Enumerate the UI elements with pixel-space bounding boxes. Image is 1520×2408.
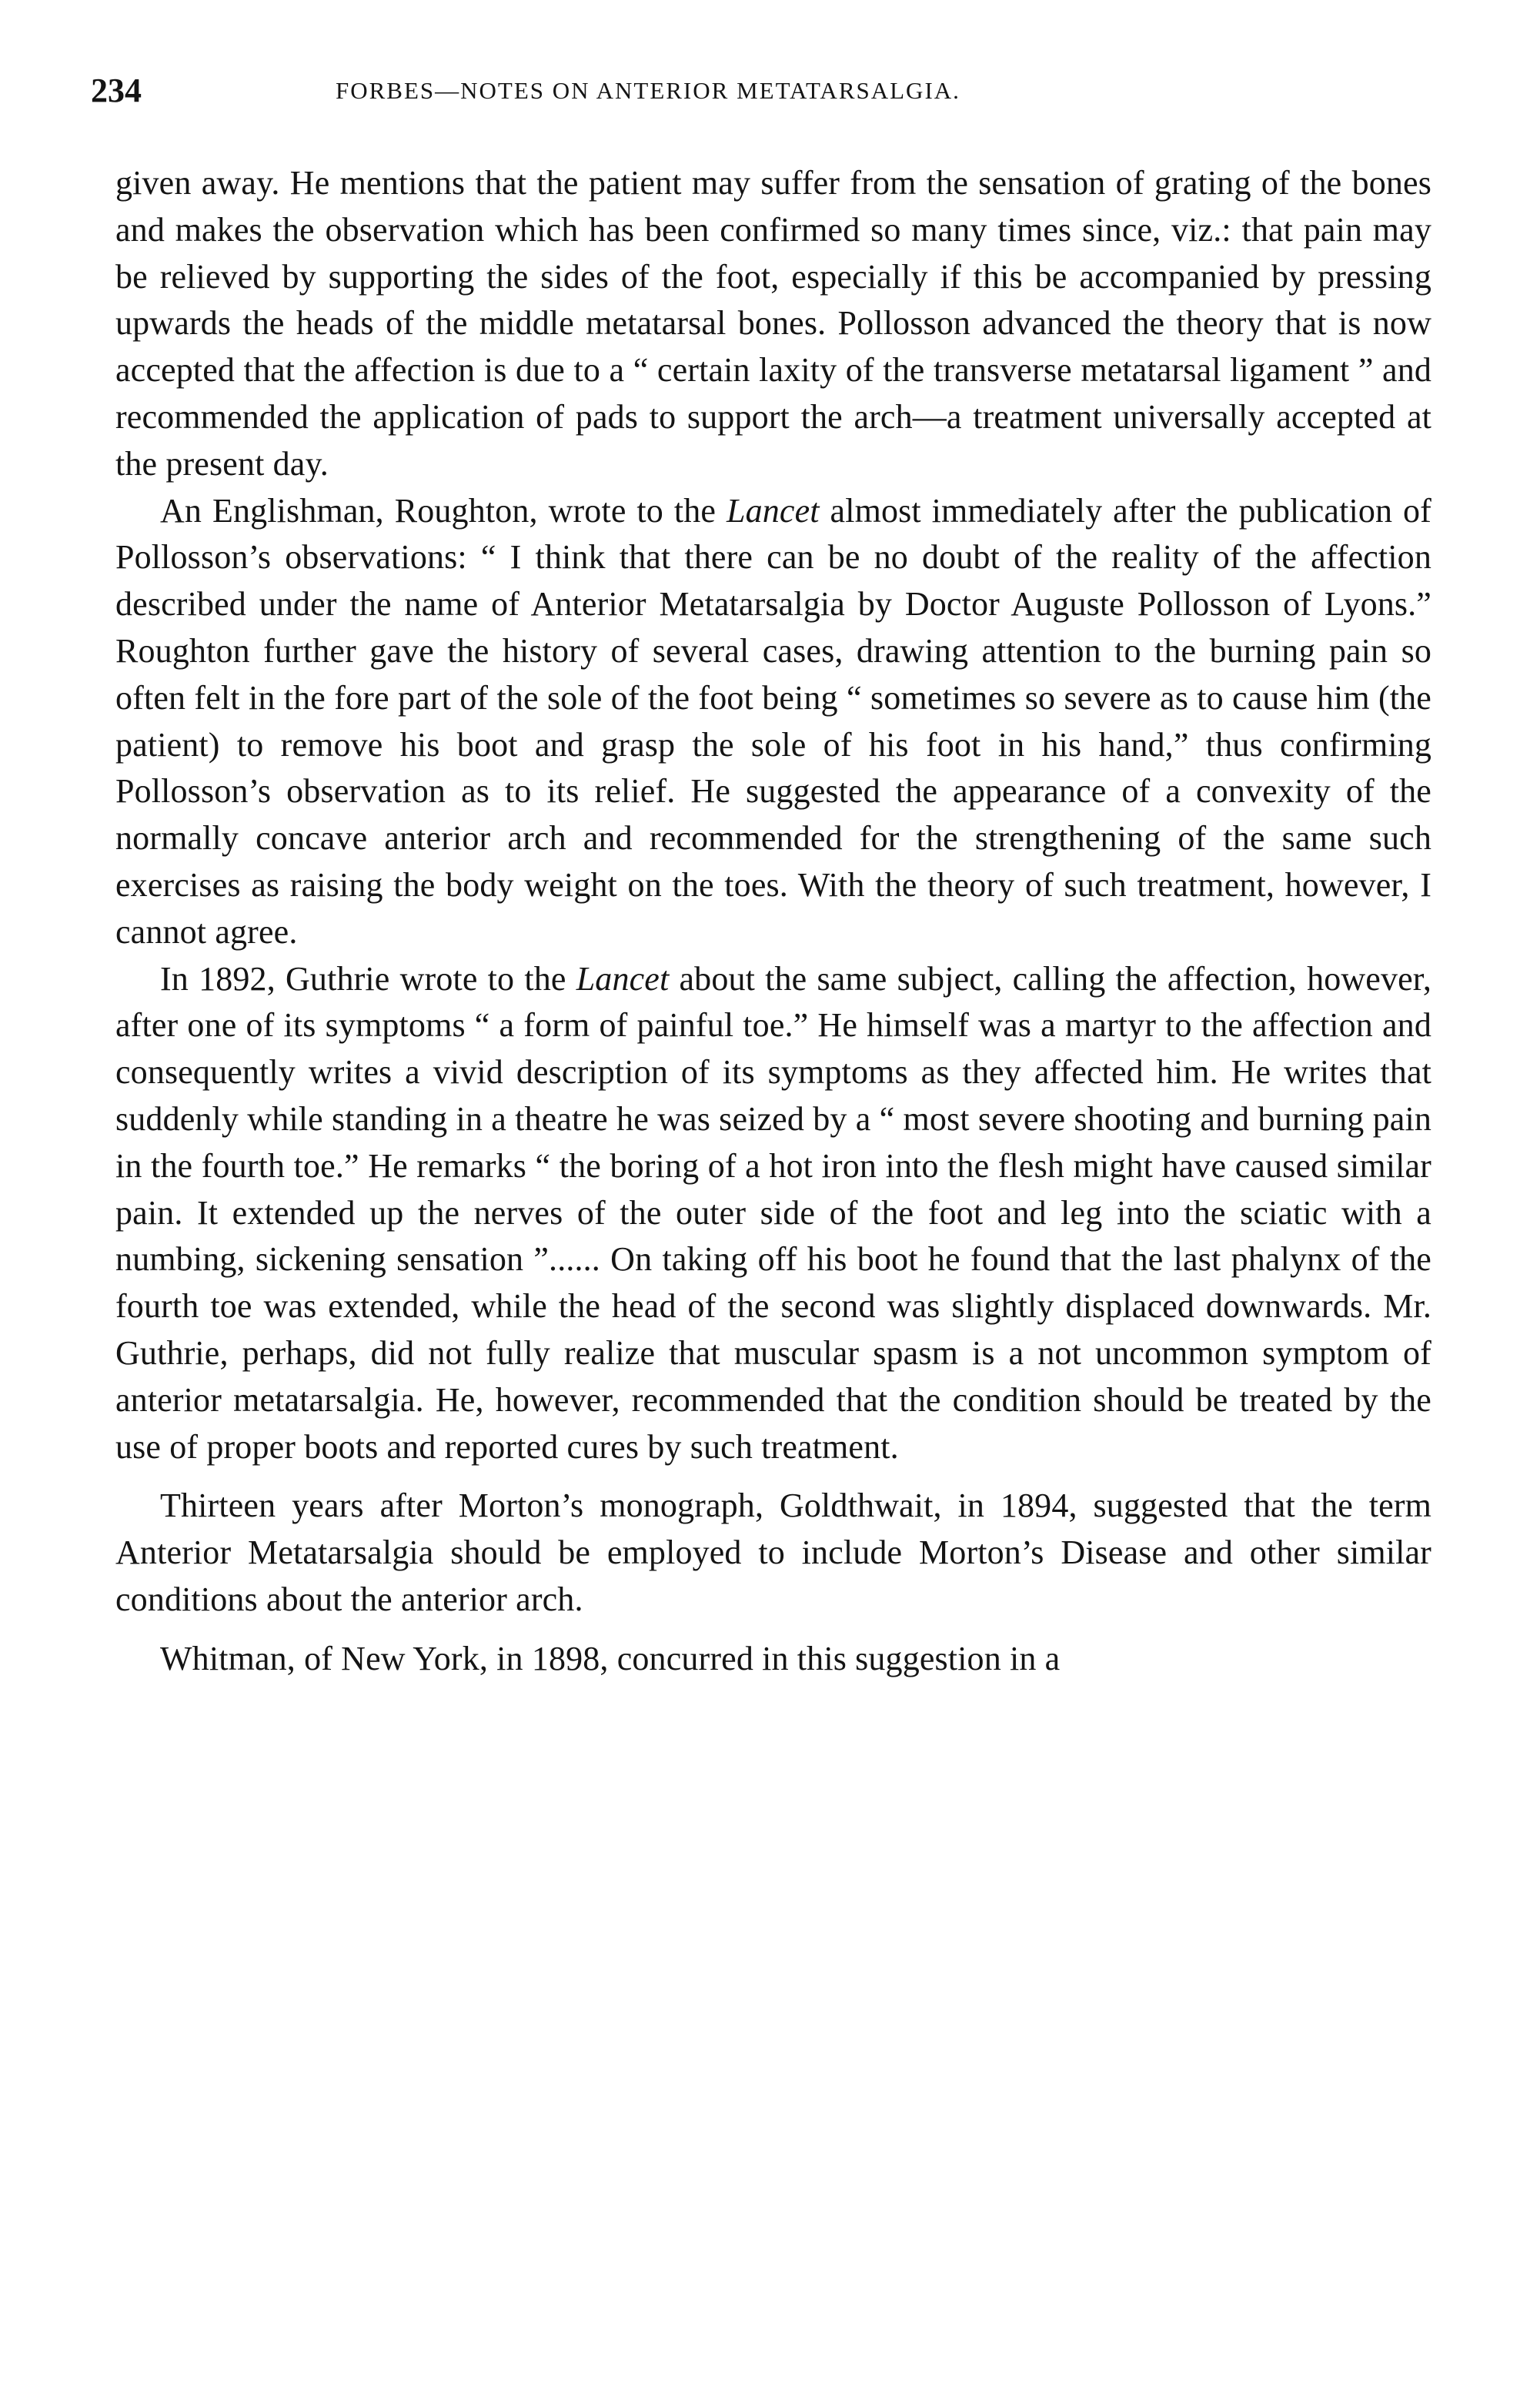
- page-number: 234: [91, 72, 142, 109]
- paragraph-roughton: [115, 488, 1431, 956]
- text-segment: about the same subject, calling the affection, however, after one of its symptoms “ a form of painful toe.” He himself was a martyr to the affection and consequently writes a vivid description of its symptoms as they affected him. He writes that suddenly while standing in a theatre he was seized by a “ most severe shooting and burning pain in the fourth toe.” He remarks “ the boring of a hot iron into the flesh might have caused similar pain. It extended up the nerves of the outer side of the foot and leg into the sciatic with a numbing, sickening sensation ”...... On taking off his boot he found that the last phalynx of the fourth toe was extended, while the head of the second was slightly displaced downwards. Mr. Guthrie, perhaps, did not fully realize that muscular spasm is a not uncommon symptom of anterior metatarsalgia. He, however, recommended that the condition should be treated by the use of proper boots and reported cures by such treatment.: [115, 959, 1432, 1466]
- paragraph-whitman: [115, 1636, 1431, 1683]
- text-segment: given away. He mentions that the patient may suffer from the sensation of grating of the bones and makes the observation which has been confirmed so many times since, viz.: that pain may be relieved by supporting the sides of the foot, especially if this be accompanied by pressing upwards the heads of the middle metatarsal bones. Pollosson advanced the theory that is now accepted that the affection is due to a “ certain laxity of the transverse metatarsal ligament ” and recommended the application of pads to support the arch—a treatment universally accepted at the present day.: [115, 164, 1431, 483]
- text-segment: An Englishman, Roughton, wrote to the: [160, 491, 727, 530]
- running-title: FORBES—NOTES ON ANTERIOR METATARSALGIA.: [336, 77, 960, 104]
- journal-title-lancet: Lancet: [576, 959, 670, 998]
- text-segment: In 1892, Guthrie wrote to the: [160, 959, 576, 998]
- paragraph-guthrie: [115, 956, 1431, 1471]
- body-text: [115, 160, 1431, 1683]
- running-head: [91, 71, 1430, 117]
- paragraph-pollosson-theory: [115, 160, 1431, 488]
- journal-title-lancet: Lancet: [726, 491, 820, 530]
- text-segment: Whitman, of New York, in 1898, concurred in this suggestion in a: [160, 1639, 1061, 1677]
- text-segment: Thirteen years after Morton’s monograph, Goldthwait, in 1894, suggested that the term Anterior Metatarsalgia should be employed to include Morton’s Disease and other similar conditions about the anterior arch.: [115, 1487, 1431, 1618]
- paragraph-goldthwait: [115, 1483, 1431, 1623]
- text-segment: almost immediately after the publication of Pollosson’s observations: “ I think that there can be no doubt of the reality of the affection described under the name of Anterior Metatarsalgia by Doctor Auguste Pollosson of Lyons.” Roughton further gave the history of several cases, drawing attention to the burning pain so often felt in the fore part of the sole of the foot being “ sometimes so severe as to cause him (the patient) to remove his boot and grasp the sole of his foot in his hand,” thus confirming Pollosson’s observation as to its relief. He suggested the appearance of a convexity of the normally concave anterior arch and recommended for the strengthening of the same such exercises as raising the body weight on the toes. With the theory of such treatment, however, I cannot agree.: [115, 491, 1431, 951]
